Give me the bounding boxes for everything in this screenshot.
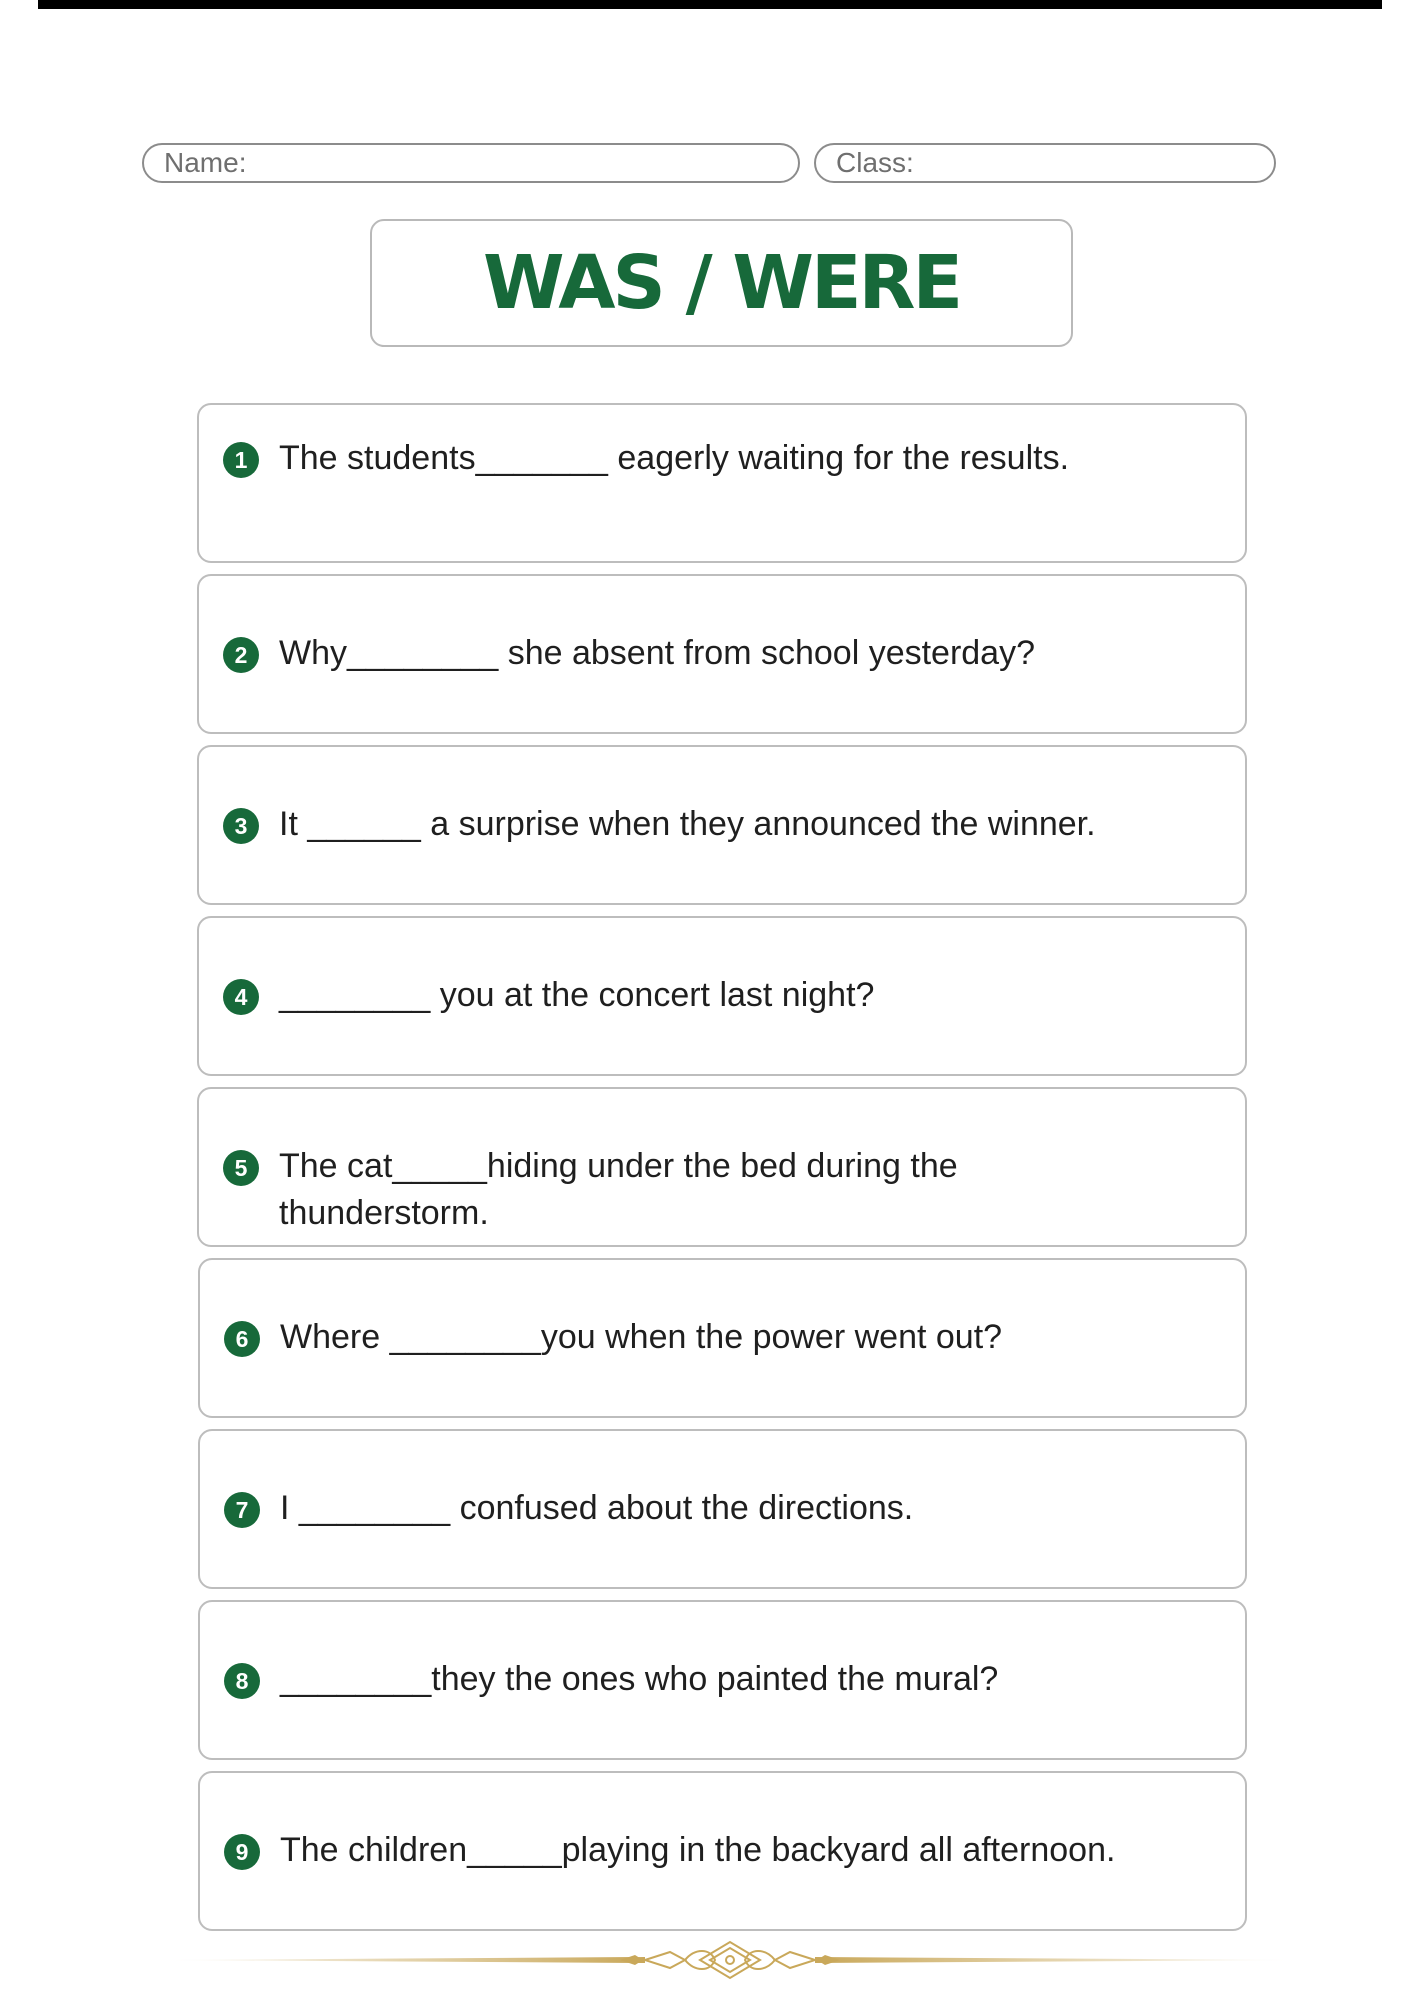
ornamental-divider-icon — [165, 1940, 1295, 1980]
name-label: Name: — [164, 147, 247, 178]
question-card — [197, 574, 1247, 734]
question-text: Where ________you when the power went out? — [280, 1318, 1003, 1356]
question-card — [198, 1258, 1247, 1418]
question-number-badge: 7 — [224, 1492, 260, 1528]
question-text: Why________ she absent from school yesterday? — [279, 634, 1036, 672]
question-number-badge: 8 — [224, 1663, 260, 1699]
question-text: ________ you at the concert last night? — [279, 976, 875, 1014]
question-text: The students_______ eagerly waiting for the results. — [279, 439, 1070, 477]
class-field[interactable] — [814, 143, 1276, 183]
question-card — [197, 403, 1247, 563]
question-number-badge: 4 — [223, 979, 259, 1015]
question-card — [198, 1771, 1247, 1931]
question-card — [197, 916, 1247, 1076]
question-text: I ________ confused about the directions. — [280, 1489, 914, 1527]
question-text: The children_____playing in the backyard all afternoon. — [280, 1831, 1116, 1869]
page-title: WAS / WERE — [482, 240, 961, 326]
question-text: ________they the ones who painted the mural? — [280, 1660, 999, 1698]
question-card — [198, 1429, 1247, 1589]
question-number-badge: 1 — [223, 442, 259, 478]
question-text: The cat_____hiding under the bed during the thunderstorm. — [279, 1147, 968, 1232]
question-number-badge: 5 — [223, 1150, 259, 1186]
class-label: Class: — [836, 147, 914, 178]
question-number-badge: 9 — [224, 1834, 260, 1870]
question-text: It ______ a surprise when they announced the winner. — [279, 805, 1096, 843]
top-border — [38, 0, 1382, 9]
question-card — [198, 1600, 1247, 1760]
question-list — [197, 403, 1247, 1942]
question-number-badge: 3 — [223, 808, 259, 844]
question-number-badge: 2 — [223, 637, 259, 673]
question-card — [197, 1087, 1247, 1247]
question-card — [197, 745, 1247, 905]
name-field[interactable] — [142, 143, 800, 183]
question-number-badge: 6 — [224, 1321, 260, 1357]
title-box — [370, 219, 1073, 347]
